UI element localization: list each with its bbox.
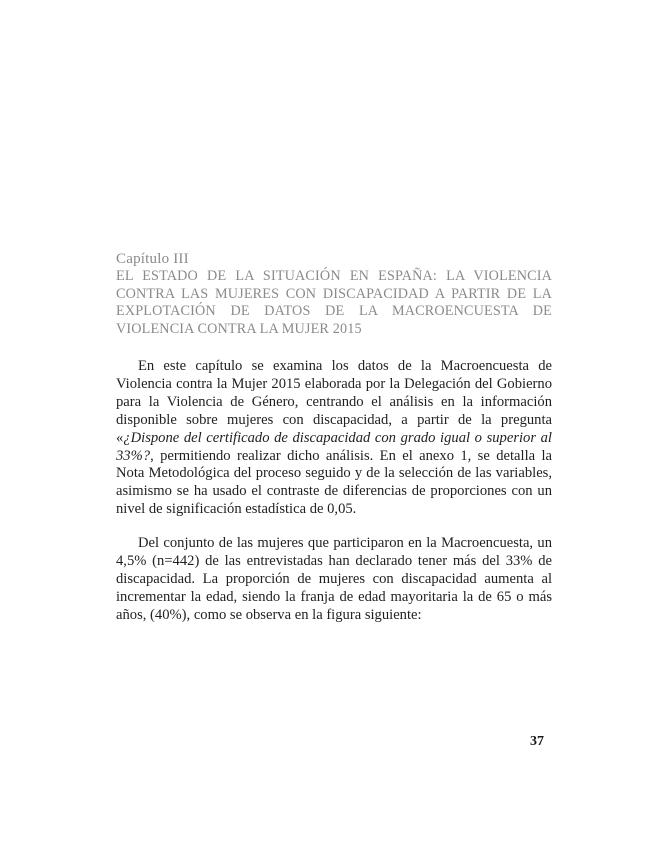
chapter-label: Capítulo III (116, 251, 189, 267)
paragraph-text-end: , permitiendo realizar dicho análisis. En el anexo 1, se detalla la Nota Metodológica del proceso seguido y de la selección de las variables, asimismo se ha usado el contraste de diferencias de proporciones con un nivel de significación estadística de 0,05. (116, 447, 552, 518)
chapter-title: EL ESTADO DE LA SITUACIÓN EN ESPAÑA: LA VIOLENCIA CONTRA LAS MUJERES CON DISCAPACIDAD A PARTIR DE LA EXPLOTACIÓN DE DATOS DE LA MACROENCUESTA DE VIOLENCIA CONTRA LA MUJER 2015 (116, 268, 552, 337)
body-paragraph-1 (116, 358, 552, 519)
body-paragraph-2 (116, 535, 552, 625)
paragraph-text (116, 358, 552, 519)
survey-question: ¿Dispone del certificado de discapacidad con grado igual o superior al 33%? (116, 429, 552, 464)
paragraph-text: Del conjunto de las mujeres que participaron en la Macroencuesta, un 4,5% (n=442) de las entrevistadas han declarado tener más del 33% de discapacidad. La proporción de mujeres con discapacidad aumenta al incrementar la edad, siendo la franja de edad mayoritaria la de 65 o más años, (40%), como se observa en la figura siguiente: (116, 535, 552, 623)
paragraph-text-start: En este capítulo se examina los datos de la Macroencuesta de Violencia contra la Mujer 2015 elaborada por la Delegación del Gobierno para la Violencia de Género, centrando el análisis en la información disponible sobre mujeres con discapacidad, a partir de la pregunta « (116, 358, 552, 446)
page-number: 37 (530, 734, 544, 749)
chapter-heading (116, 250, 552, 338)
